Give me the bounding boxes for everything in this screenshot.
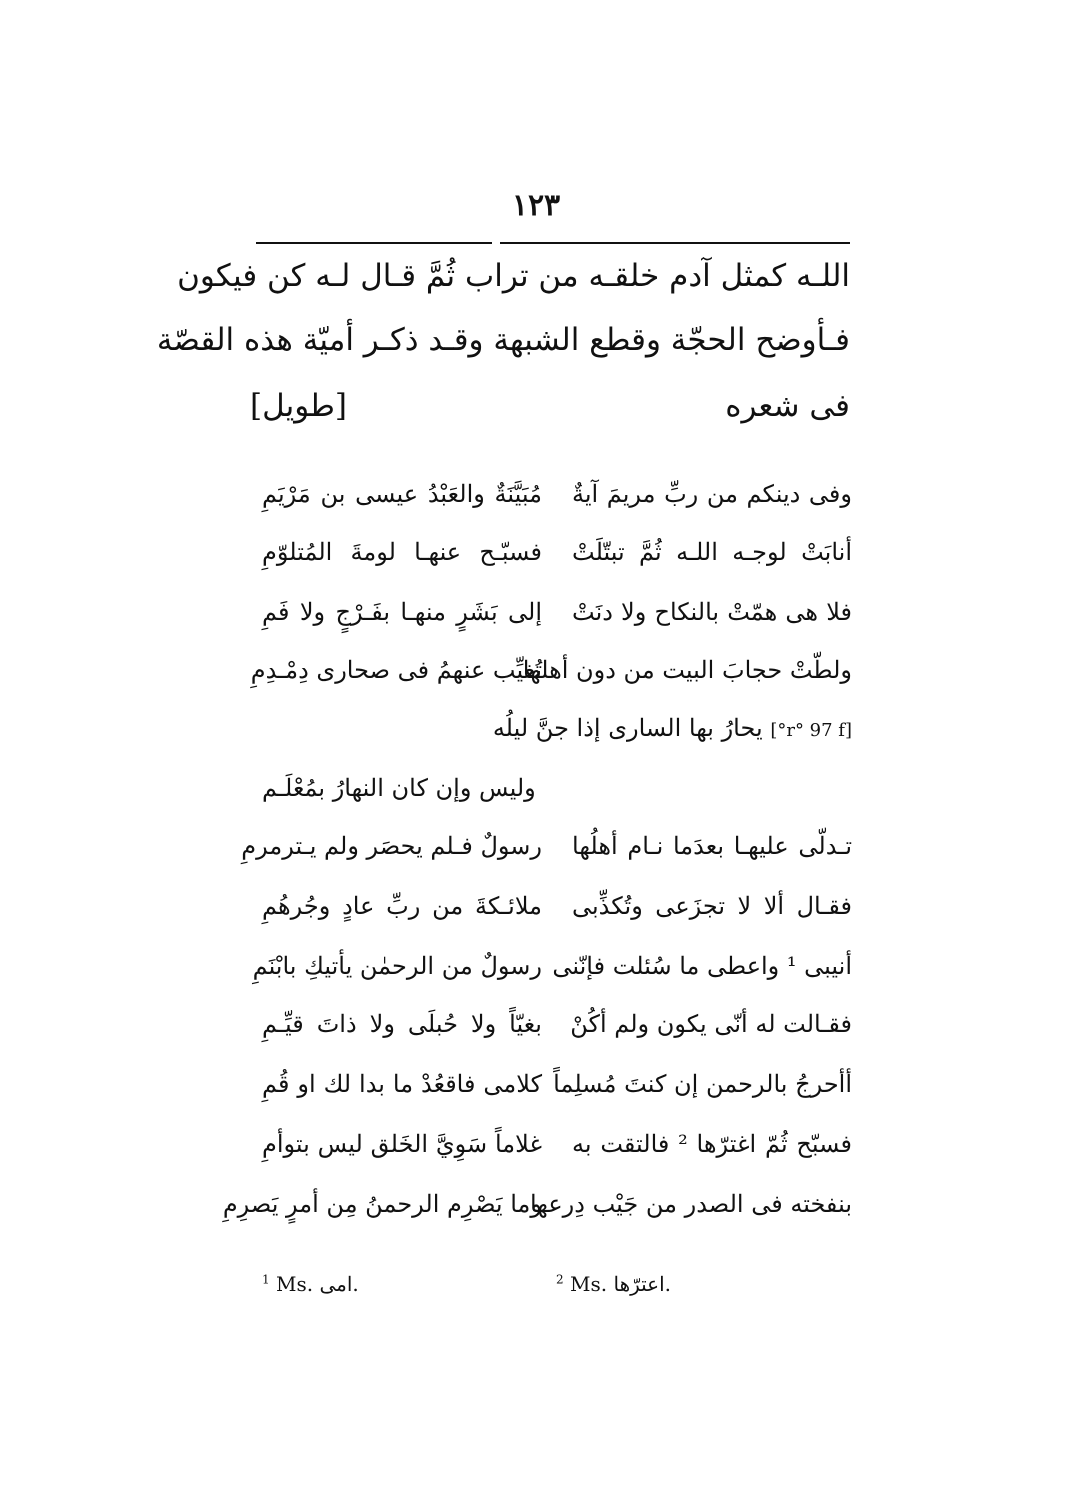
prose-line-3 [250,388,850,428]
second-hemistich: مُبَيَّنَةٌ والعَبْدُ عيسى بن مَرْيَمِ [262,480,542,508]
second-hemistich: إلى بَشَرٍ منهـا بفَـرْجٍ ولا فَمِ [262,598,542,626]
first-hemistich: ولطّتْ حجابَ البيت من دون أهلها [522,656,852,684]
footnote [556,1272,671,1296]
half-verse: يحارُ بها السارى إذا جنَّ ليلُه [492,714,763,742]
verse-line [262,892,852,936]
footnote-number: 2 [556,1272,564,1287]
first-hemistich: بنفخته فى الصدر من جَيْب دِرعها [529,1190,852,1218]
footnote-text: Ms. امى. [276,1272,359,1296]
meter-label: [طويل] [250,388,347,424]
second-hemistich: غلاماً سَوِيَّ الخَلق ليس بتوأمِ [262,1130,542,1158]
second-hemistich: رسولٌ من الرحمٰن يأتيكِ بابْنَمِ [252,952,542,980]
second-hemistich: ملائـكةَ من ربِّ عادٍ وجُرهُمِ [262,892,542,920]
second-hemistich: تُغيِّب عنهمُ فى صحارى دِمْـدِمِ [250,656,542,684]
header-rule-left [256,242,492,244]
first-hemistich: فقـالت له أنّى يكون ولم أكُنْ [570,1010,852,1038]
second-hemistich: بغيّاً ولا حُبلَى ولا ذاتَ قيِّـمِ [262,1010,542,1038]
footnote-text: Ms. اعترّها. [570,1272,672,1296]
continuation-line: وليس وإن كان النهارُ بمُعْلَـم [262,774,536,802]
verse-line [262,480,852,524]
first-hemistich: تـدلّى عليهـا بعدَما نـام أهلُها [572,832,852,860]
first-hemistich: أنابَتْ لوجـه اللـه ثُمَّ تبتّلَتْ [572,538,852,566]
verse-line [241,832,852,876]
second-hemistich: رسولٌ فـلم يحصَر ولم يـترمرمِ [241,832,542,860]
prose-line-2: فـأوضح الحجّة وقطع الشبهة وقـد ذكـر أميّة هذه القصّة [156,322,850,358]
second-hemistich: فسبّـح عنهـا لومةَ المُتلوّمِ [262,538,542,566]
verse-line [262,1130,852,1174]
page-number: ١٢٣ [511,188,561,223]
verse-line [262,1070,852,1114]
first-hemistich: أنيبى ¹ واعطى ما سُئلت فإنّنى [552,952,852,980]
first-hemistich: فقـال ألا لا تجزَعى وتُكذِّبى [572,892,852,920]
verse-line [222,1190,852,1234]
first-hemistich: فسبّح ثُمّ اغترّها ² فالتقت به [572,1130,853,1158]
verse-line [252,952,852,996]
prose-last-text: فى شعره [725,388,850,424]
folio-note: [r° 97 f°] [770,720,852,741]
folio-half-verse [493,714,852,742]
footnote [262,1272,359,1296]
first-hemistich: وفى دينكم من ربِّ مريمَ آيةٌ [572,480,852,508]
verse-line [262,1010,852,1054]
first-hemistich: أأحرجُ بالرحمن إن كنتَ مُسلِماً [553,1070,852,1098]
verse-line [250,656,852,700]
header-rule-right [500,242,850,244]
second-hemistich: كلامى فاقعُدْ ما بدا لك او قُمِ [262,1070,542,1098]
prose-line-1: اللـه كمثل آدم خلقـه من تراب ثُمَّ قـال لـه كن فيكون [177,258,850,294]
first-hemistich: فلا هى همّتْ بالنكاح ولا دنَتْ [572,598,852,626]
second-hemistich: وما يَصْرِم الرحمنُ مِن أمرٍ يَصرِمِ [222,1190,542,1218]
verse-line [262,598,852,642]
verse-line [262,538,852,582]
footnote-number: 1 [262,1272,270,1287]
